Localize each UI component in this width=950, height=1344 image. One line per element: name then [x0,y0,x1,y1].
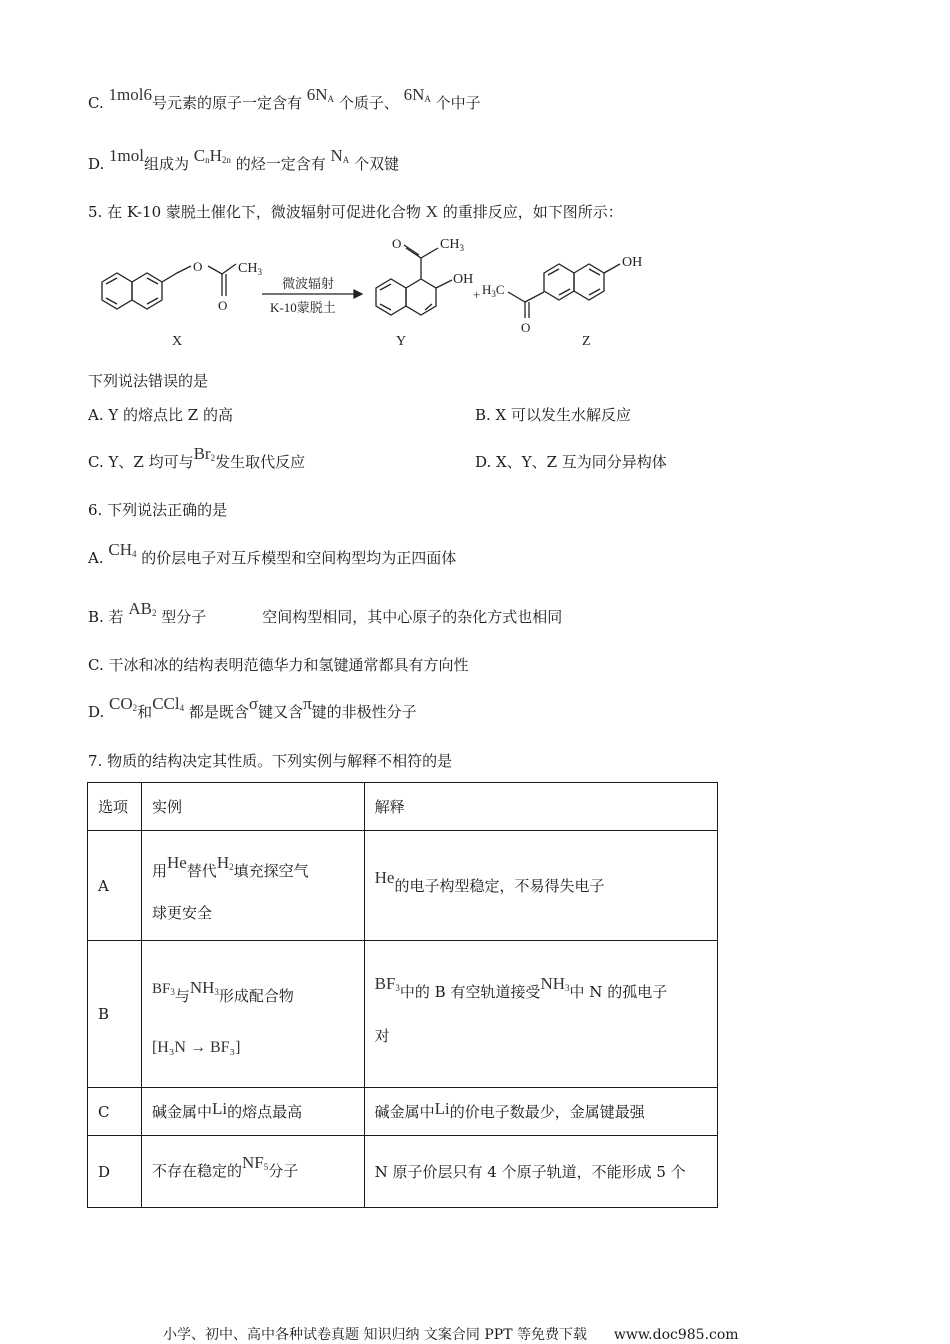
plus-sign: + [473,287,481,302]
q6-option-c: C. 干冰和冰的结构表明范德华力和氢键通常都具有方向性 [88,656,469,674]
q5-prompt: 下列说法错误的是 [88,372,209,390]
q6-stem: 6. 下列说法正确的是 [88,501,228,519]
q6-option-b: B. 若 $AB_2$ 型分子 空间构型相同，其中心原子的杂化方式也相同 [88,599,563,626]
label-x: X [172,334,183,349]
label-z: Z [582,334,591,349]
table-row: A 用He替代$H_2$填充探空气 球更安全 He的电子构型稳定，不易得失电子 [88,831,718,941]
table-row: D 不存在稳定的$NF_5$分子 N 原子价层只有 4 个原子轨道，不能形成 5 个 [88,1136,718,1208]
y-ch3: $CH_3$ [440,237,464,253]
q5-option-b: B. X 可以发生水解反应 [475,406,632,424]
header-explanation: 解释 [364,783,717,831]
compound-y-structure [376,245,452,315]
footer [163,1324,739,1344]
z-h3c: $H_3C$ [482,282,505,299]
header-example: 实例 [141,783,364,831]
x-carbonyl-o: O [218,298,228,313]
z-oh: OH [622,255,643,270]
q5-option-d: D. X、Y、Z 互为同分异构体 [475,453,667,471]
footer-text: 小学、初中、高中各种试卷真题 知识归纳 文案合同 PPT 等免费下载 [163,1327,587,1343]
x-ester-o: O [193,259,203,274]
label-y: Y [396,334,407,349]
reaction-arrow [262,290,362,298]
q4-option-c: C. 1mol6号元素的原子一定含有 $6N_A$ 个质子、 $6N_A$ 个中子 [88,85,481,112]
table-header-row [88,783,718,831]
q7-stem: 7. 物质的结构决定其性质。下列实例与解释不相符的是 [88,752,453,770]
table-row: C 碱金属中Li的熔点最高 碱金属中Li的价电子数最少，金属键最强 [88,1088,718,1136]
header-option: 选项 [88,783,142,831]
y-oh: OH [453,272,474,287]
y-carbonyl-o: O [392,236,402,251]
z-carbonyl-o: O [521,320,531,335]
q6-option-a: A. $CH_4$ 的价层电子对互斥模型和空间构型均为正四面体 [88,540,457,567]
q5-option-a: A. Y 的熔点比 Z 的高 [88,406,233,424]
x-ch3: $CH_3$ [238,261,262,277]
q5-stem: 5. 在 K-10 蒙脱土催化下，微波辐射可促进化合物 X 的重排反应，如下图所示： [88,202,623,221]
q4-option-d: D. 1mol组成为 $C_nH_{2n}$ 的烃一定含有 $N_A$ 个双键 [88,146,400,173]
arrow-condition-bottom: K-10蒙脱土 [270,300,336,315]
reaction-scheme [90,228,690,354]
q5-option-c: C. Y、Z 均可与$Br_2$发生取代反应 [88,444,306,471]
compound-x-structure [102,264,236,309]
footer-site-link[interactable]: www.doc985.com [613,1327,739,1343]
compound-z-structure [508,264,620,318]
arrow-condition-top: 微波辐射 [282,276,335,291]
q6-option-d: D. $CO_2$和CCl$_4$ 都是既含σ键又含π键的非极性分子 [88,694,417,721]
q7-table [87,782,718,1208]
table-row: B $BF_3$与$NH_3$形成配合物 [H₃N → BF₃] $BF_3$中的 B 有空轨道接受$NH_3$中 N 的孤电子 对 [88,941,718,1088]
